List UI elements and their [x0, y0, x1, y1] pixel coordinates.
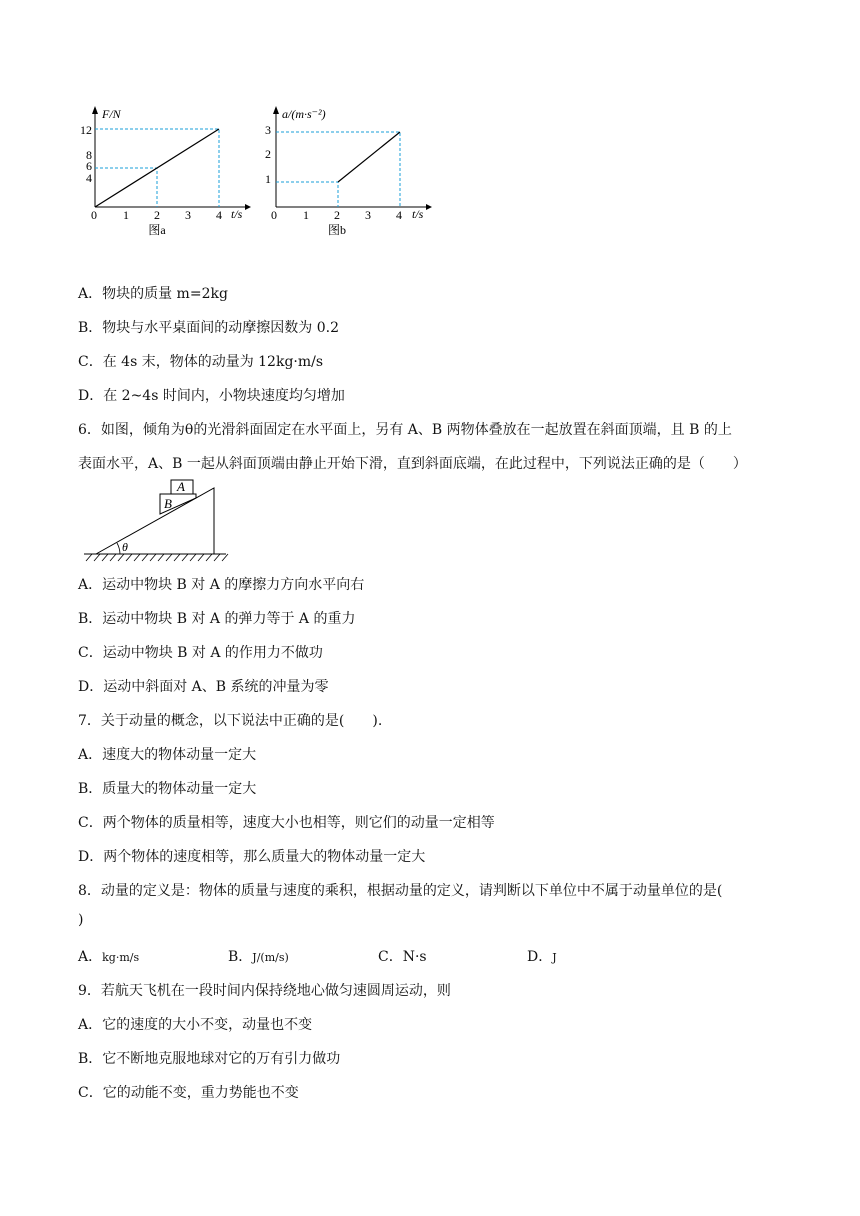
- figure-caption: 图b: [327, 223, 347, 237]
- q7-option-a: A．速度大的物体动量一定大: [78, 747, 257, 763]
- x-axis-label: t/s: [231, 207, 243, 221]
- q5-option-c: C．在 4s 末，物体的动量为 12kg·m/s: [78, 354, 324, 370]
- q6-option-d: D．运动中斜面对 A、B 系统的冲量为零: [78, 679, 329, 695]
- q5-option-a: A．物块的质量 m=2kg: [78, 286, 228, 302]
- q5-option-d: D．在 2~4s 时间内，小物块速度均匀增加: [78, 388, 345, 404]
- x-tick-1: 1: [123, 208, 129, 222]
- option-value: kg·m/s: [102, 951, 140, 964]
- data-line: [95, 129, 219, 207]
- q6-option-b: B．运动中物块 B 对 A 的弹力等于 A 的重力: [78, 611, 356, 627]
- option-value: J/(m/s): [252, 951, 289, 964]
- x-tick-4: 4: [216, 208, 222, 222]
- q7-stem: 7．关于动量的概念，以下说法中正确的是( ).: [78, 713, 383, 729]
- guide-line-0: [276, 182, 338, 207]
- option-letter: B．: [228, 949, 253, 965]
- y-tick-6: 6: [86, 159, 92, 173]
- option-letter: C．: [378, 949, 403, 965]
- origin-label: 0: [271, 208, 277, 222]
- q9-option-a: A．它的速度的大小不变，动量也不变: [78, 1017, 313, 1033]
- x-tick-1: 1: [303, 208, 309, 222]
- figure-caption: 图a: [148, 223, 166, 237]
- option-letter: D．: [527, 949, 553, 965]
- figure-b-acceleration-time-graph: [258, 100, 438, 240]
- block-b-label: B: [164, 496, 172, 511]
- y-tick-1: 1: [265, 172, 271, 186]
- q6-option-a: A．运动中物块 B 对 A 的摩擦力方向水平向右: [78, 577, 365, 593]
- q6-option-c: C．运动中物块 B 对 A 的作用力不做功: [78, 645, 323, 661]
- figure-a-force-time-graph: [80, 100, 260, 240]
- q5-option-b: B．物块与水平桌面间的动摩擦因数为 0.2: [78, 320, 340, 336]
- q7-option-b: B．质量大的物体动量一定大: [78, 781, 257, 797]
- q8-option-b: [228, 946, 289, 966]
- y-axis-label: F/N: [102, 107, 121, 121]
- q8-option-d: [527, 946, 557, 966]
- q8-option-c: [378, 946, 427, 966]
- origin-label: 0: [91, 208, 97, 222]
- x-tick-3: 3: [365, 208, 371, 222]
- option-value: N·s: [402, 949, 427, 965]
- q8-stem-line2: ): [78, 912, 84, 928]
- incline-diagram: [82, 476, 230, 564]
- y-tick-12: 12: [80, 123, 92, 137]
- q6-stem-line1: 6．如图，倾角为θ的光滑斜面固定在水平面上，另有 A、B 两物体叠放在一起放置在斜面顶端，且 B 的上: [78, 422, 732, 438]
- data-line: [338, 132, 400, 182]
- y-axis-label: a/(m·s⁻²): [282, 107, 326, 121]
- x-tick-3: 3: [185, 208, 191, 222]
- y-tick-2: 2: [265, 147, 271, 161]
- q9-option-c: C．它的动能不变，重力势能也不变: [78, 1085, 299, 1101]
- x-tick-4: 4: [396, 208, 402, 222]
- x-tick-2: 2: [154, 208, 160, 222]
- x-tick-2: 2: [334, 208, 340, 222]
- option-letter: A．: [78, 949, 103, 965]
- q9-stem: 9．若航天飞机在一段时间内保持绕地心做匀速圆周运动，则: [78, 983, 451, 999]
- q7-option-d: D．两个物体的速度相等，那么质量大的物体动量一定大: [78, 849, 426, 865]
- block-a-label: A: [177, 479, 185, 494]
- q6-stem-line2: 表面水平，A、B 一起从斜面顶端由静止开始下滑，直到斜面底端，在此过程中，下列说法正确的是（ ）: [78, 456, 747, 472]
- y-tick-3: 3: [265, 123, 271, 137]
- q9-option-b: B．它不断地克服地球对它的万有引力做功: [78, 1051, 341, 1067]
- q8-option-a: [78, 946, 139, 966]
- angle-theta-label: θ: [122, 540, 128, 554]
- q8-stem-line1: 8．动量的定义是：物体的质量与速度的乘积，根据动量的定义，请判断以下单位中不属于动量单位的是(: [78, 883, 723, 899]
- y-tick-4: 4: [86, 171, 92, 185]
- q7-option-c: C．两个物体的质量相等，速度大小也相等，则它们的动量一定相等: [78, 815, 495, 831]
- y-tick-8: 8: [86, 148, 92, 162]
- x-axis-label: t/s: [412, 207, 424, 221]
- option-value: J: [552, 951, 557, 964]
